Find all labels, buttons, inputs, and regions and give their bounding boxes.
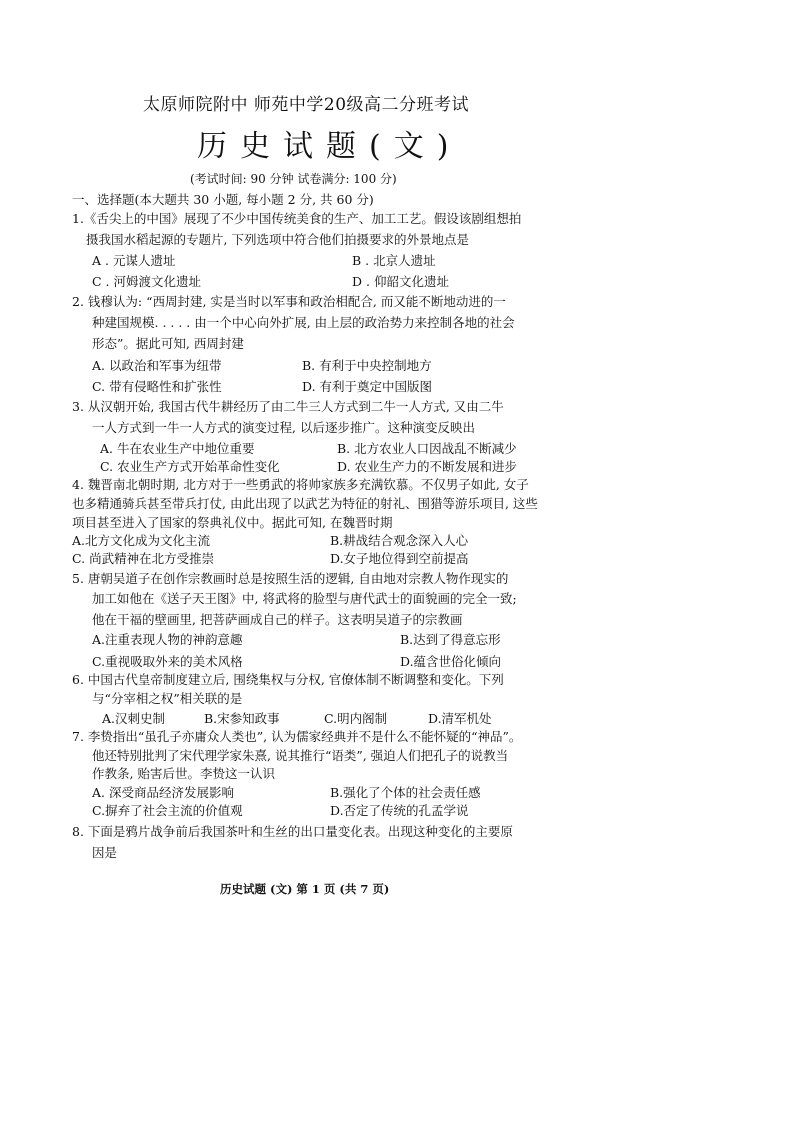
question-text: 因是 <box>92 845 118 860</box>
option-c: C.重视吸取外来的美术风格 <box>92 654 243 669</box>
question-text: 5. 唐朝吴道子在创作宗教画时总是按照生活的逻辑, 自由地对宗教人物作现实的 <box>72 571 509 586</box>
question-text: 与“分宰相之权”相关联的是 <box>92 691 243 706</box>
question-text: 3. 从汉朝开始, 我国古代牛耕经历了由二牛三人方式到二牛一人方式, 又由二牛 <box>72 399 504 414</box>
option-b: B.耕战结合观念深入人心 <box>330 533 469 548</box>
option-b: B. 有利于中央控制地方 <box>302 358 432 373</box>
question-text: 8. 下面是鸦片战争前后我国茶叶和生丝的出口量变化表。出现这种变化的主要原 <box>72 824 513 839</box>
option-c: C.摒弃了社会主流的价值观 <box>92 803 243 818</box>
option-b: B.达到了得意忘形 <box>400 632 501 647</box>
option-d: D . 仰韶文化遗址 <box>352 274 449 289</box>
page-footer: 历史试题 (文) 第 1 页 (共 7 页) <box>220 882 390 896</box>
question-text: 他在干福的壁画里, 把菩萨画成自己的样子。这表明吴道子的宗教画 <box>92 612 463 627</box>
option-d: D.蕴含世俗化倾向 <box>400 654 502 669</box>
option-a: A. 以政治和军事为纽带 <box>92 358 222 373</box>
exam-title: 历史试题(文) <box>197 129 462 164</box>
question-text: 也多精通骑兵甚至带兵打仗, 由此出现了以武艺为特征的射礼、围猎等游乐项目, 这些 <box>72 496 538 511</box>
option-b: B . 北京人遗址 <box>352 253 436 268</box>
question-text: 摄我国水稻起源的专题片, 下列选项中符合他们拍摄要求的外景地点是 <box>86 232 469 247</box>
option-b: B.强化了个体的社会责任感 <box>330 785 481 800</box>
option-b: B. 北方农业人口因战乱不断减少 <box>337 441 517 456</box>
option-c: C.明内阁制 <box>324 711 388 726</box>
question-text: 一人方式到一牛一人方式的演变过程, 以后逐步推广。这种演变反映出 <box>92 420 475 435</box>
option-b: B.宋参知政事 <box>204 711 280 726</box>
option-a: A. 牛在农业生产中地位重要 <box>100 441 255 456</box>
option-d: D.否定了传统的孔孟学说 <box>330 803 469 818</box>
option-d: D. 农业生产力的不断发展和进步 <box>337 459 518 474</box>
question-text: 加工如他在《送子天王图》中, 将武将的脸型与唐代武士的面貌画的完全一致; <box>92 591 517 606</box>
option-a: A.汉刺史制 <box>102 711 166 726</box>
question-text: 4. 魏晋南北朝时期, 北方对于一些勇武的将帅家族多充满钦慕。不仅男子如此, 女子 <box>72 477 529 492</box>
question-text: 2. 钱穆认为: “西周封建, 实是当时以军事和政治相配合, 而又能不断地动进的一 <box>72 294 506 309</box>
option-d: D.清军机处 <box>428 711 492 726</box>
option-d: D.女子地位得到空前提高 <box>330 551 469 566</box>
option-c: C. 带有侵略性和扩张性 <box>92 379 222 394</box>
option-a: A. 深受商品经济发展影响 <box>92 785 234 800</box>
exam-info: (考试时间: 90 分钟 试卷满分: 100 分) <box>190 172 397 186</box>
question-text: 1.《舌尖上的中国》展现了不少中国传统美食的生产、加工工艺。假设该剧组想拍 <box>72 211 522 226</box>
question-text: 7. 李贽指出“虽孔子亦庸众人类也”, 认为儒家经典并不是什么不能怀疑的“神品”。 <box>72 729 522 744</box>
question-text: 作教条, 贻害后世。李贽这一认识 <box>92 766 275 781</box>
question-text: 种建国规模. . . . . 由一个中心向外扩展, 由上层的政治势力来控制各地的社会 <box>92 315 515 330</box>
section-heading: 一、选择题(本大题共 30 小题, 每小题 2 分, 共 60 分) <box>72 192 374 207</box>
option-c: C . 河姆渡文化遗址 <box>92 274 201 289</box>
option-a: A.注重表现人物的神韵意趣 <box>92 632 243 647</box>
option-c: C. 尚武精神在北方受推崇 <box>72 551 215 566</box>
option-a: A . 元谋人遗址 <box>92 253 176 268</box>
question-text: 6. 中国古代皇帝制度建立后, 围绕集权与分权, 官僚体制不断调整和变化。下列 <box>72 672 504 687</box>
question-text: 他还特别批判了宋代理学家朱熹, 说其推行“语类”, 强迫人们把孔子的说教当 <box>92 748 509 763</box>
question-text: 项目甚至进入了国家的祭典礼仪中。据此可知, 在魏晋时期 <box>72 515 393 530</box>
option-a: A.北方文化成为文化主流 <box>72 533 211 548</box>
question-text: 形态”。据此可知, 西周封建 <box>92 336 244 351</box>
school-title: 太原师院附中 师苑中学20级高二分班考试 <box>143 95 470 115</box>
option-d: D. 有利于奠定中国版图 <box>302 379 433 394</box>
option-c: C. 农业生产方式开始革命性变化 <box>100 459 280 474</box>
